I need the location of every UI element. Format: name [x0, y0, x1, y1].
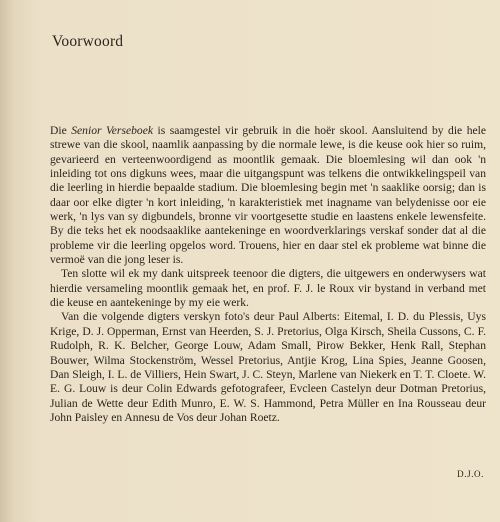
book-title: Senior Verseboek: [71, 124, 153, 137]
preface-body: [50, 124, 486, 425]
paragraph-intro-lead: Die: [50, 124, 72, 137]
paragraph-thanks: Ten slotte wil ek my dank uitspreek teenoor die digters, die uitgewers en onderwysers wat hierdie versameling moontlik gemaak het, en prof. F. J. le Roux vir bystand in verband met die keuse en aantekeninge by my eie werk.: [50, 267, 486, 310]
paragraph-intro-text: is saamgestel vir gebruik in die hoër skool. Aansluitend by die hele strewe van die skool, naamlik aanpassing by die normale lewe, is die keuse ook hier so ruim, gevarieerd en verteenwoordigend as moontlik gemaak. Die bloemlesing wil dan ook 'n inleiding tot ons digkuns wees, maar die uitgangspunt was telkens die ontwikkelingspeil van die leerling in hierdie bepaalde stadium. Die bloemlesing begin met 'n saaklike oorsig; dan is daar oor elke digter 'n kort inleiding, 'n karakteristiek met inagname van belydenisse oor eie werk, 'n lys van sy digbundels, bronne vir voortgesette studie en laastens enkele lewensfeite. By die teks het ek noodsaaklike aantekeninge en woordverklarings verskaf sonder dat al die probleme vir die leerling opgelos word. Trouens, hier en daar stel ek probleme wat binne die vermoë van die jong leser is.: [50, 124, 487, 267]
paragraph-photo-credits: Van die volgende digters verskyn foto's deur Paul Alberts: Eitemal, I. D. du Plessis, Uys Krige, D. J. Opperman, Ernst van Heerden, S. J. Pretorius, Olga Kirsch, Sheila Cussons, C. F. Rudolph, R. K. Belcher, George Louw, Adam Small, Pirow Bekker, Henk Rall, Stephan Bouwer, Wilma Stockenström, Wessel Pretorius, Antjie Krog, Lina Spies, Jeanne Goosen, Dan Sleigh, I. L. de Villiers, Hein Swart, J. C. Steyn, Marlene van Niekerk en T. T. Cloete. W. E. G. Louw is deur Colin Edwards gefotografeer, Evcleen Castelyn deur Dotman Pretorius, Julian de Wette deur Edith Munro, E. W. S. Hammond, Petra Müller en Ina Rousseau deur John Paisley en Annesu de Vos deur Johan Roetz.: [50, 310, 486, 424]
author-initials: D.J.O.: [457, 469, 484, 479]
paragraph-intro: [50, 124, 486, 267]
page-heading: Voorwoord: [52, 33, 124, 50]
